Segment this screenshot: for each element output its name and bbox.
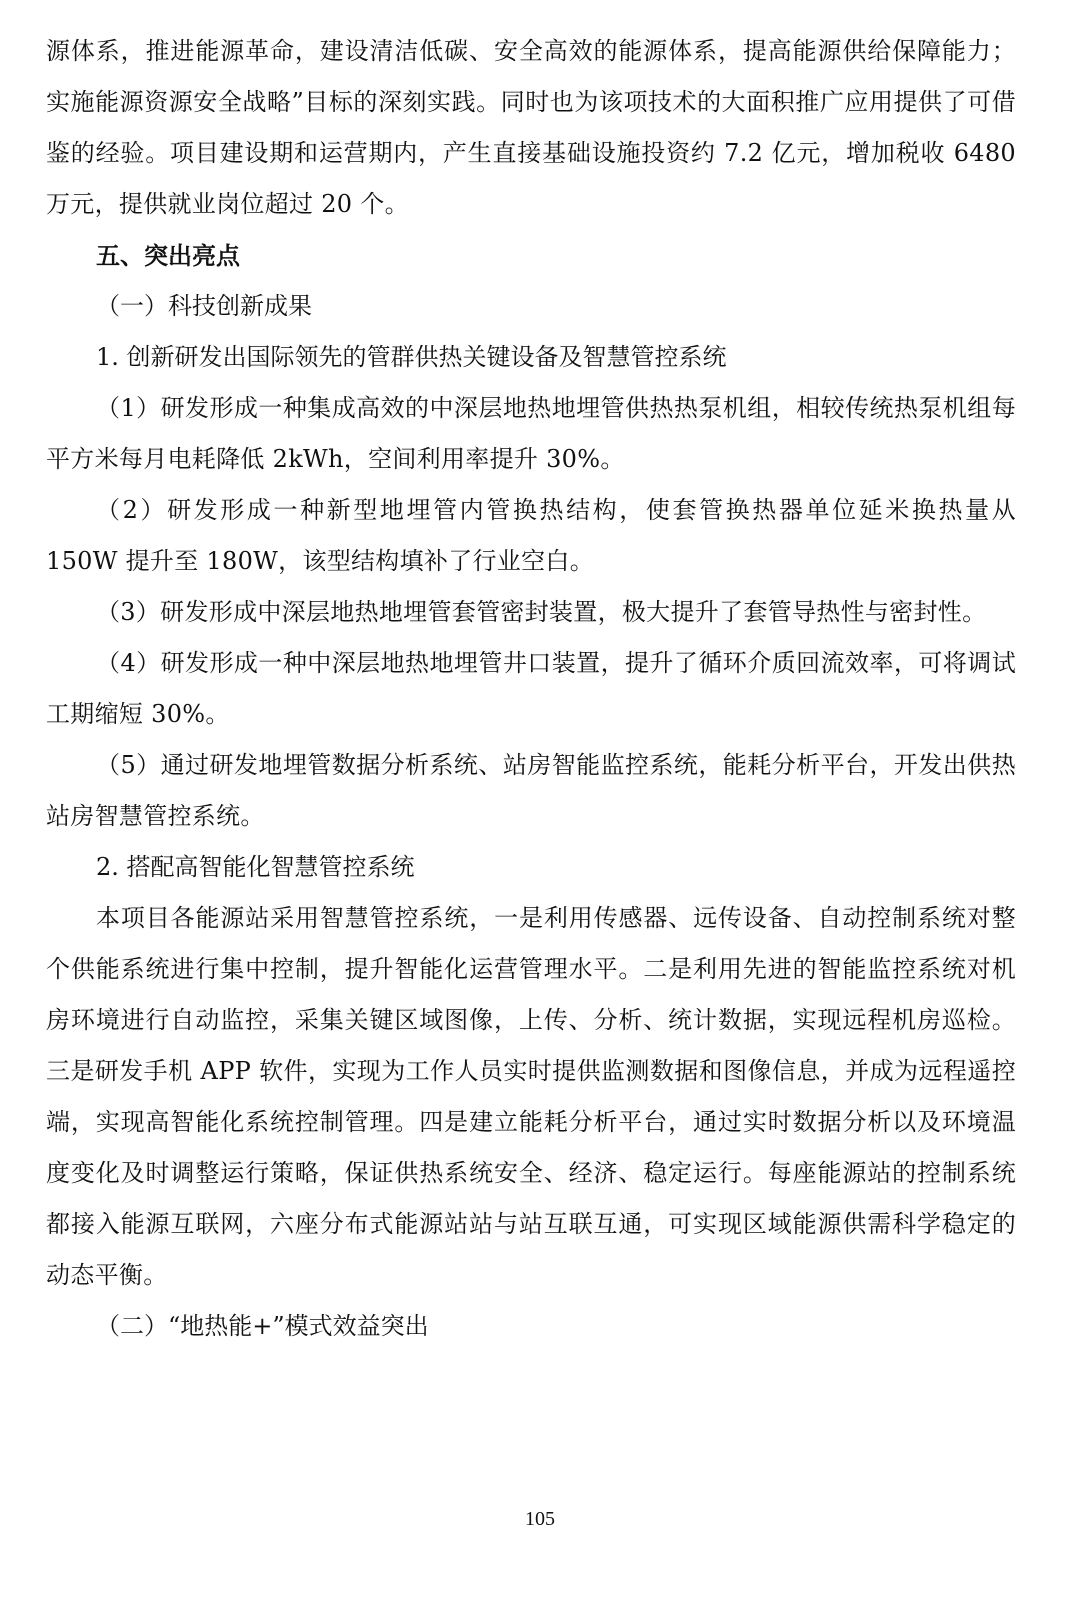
section-five-heading: 五、突出亮点 xyxy=(96,241,240,270)
subsection-2-heading: （二）“地热能+”模式效益突出 xyxy=(96,1312,429,1340)
item-2-body-paragraph: 本项目各能源站采用智慧管控系统，一是利用传感器、远传设备、自动控制系统对整个供能系统进行集中控制，提升智能化运营管理水平。二是利用先进的智能监控系统对机房环境进行自动监控，采集关键区域图像，上传、分析、统计数据，实现远程机房巡检。三是研发手机 APP 软件，实现为工作人员实时提供监测数据和图像信息，并成为远程遥控端，实现高智能化系统控制管理。四是建立能耗分析平台，通过实时数据分析以及环境温度变化及时调整运行策略，保证供热系统安全、经济、稳定运行。每座能源站的控制系统都接入能源互联网，六座分布式能源站站与站互联互通，可实现区域能源供需科学稳定的动态平衡。 xyxy=(46,904,1016,1289)
point-4-paragraph: （4）研发形成一种中深层地热地埋管井口装置，提升了循环介质回流效率，可将调试工期缩短 30%。 xyxy=(46,649,1016,728)
document-body xyxy=(46,26,1016,1352)
page-number: 105 xyxy=(525,1508,555,1530)
item-1-heading: 1. 创新研发出国际领先的管群供热关键设备及智慧管控系统 xyxy=(96,343,727,371)
intro-paragraph: 源体系，推进能源革命，建设清洁低碳、安全高效的能源体系，提高能源供给保障能力；实施能源资源安全战略”目标的深刻实践。同时也为该项技术的大面积推广应用提供了可借鉴的经验。项目建设期和运营期内，产生直接基础设施投资约 7.2 亿元，增加税收 6480 万元，提供就业岗位超过 20 个。 xyxy=(46,37,1016,218)
item-2-heading: 2. 搭配高智能化智慧管控系统 xyxy=(96,853,415,881)
point-1-paragraph: （1）研发形成一种集成高效的中深层地热地埋管供热热泵机组，相较传统热泵机组每平方米每月电耗降低 2kWh，空间利用率提升 30%。 xyxy=(46,394,1016,473)
point-5-paragraph: （5）通过研发地埋管数据分析系统、站房智能监控系统，能耗分析平台，开发出供热站房智慧管控系统。 xyxy=(46,751,1016,830)
subsection-1-heading: （一）科技创新成果 xyxy=(96,292,312,320)
point-2-paragraph: （2）研发形成一种新型地埋管内管换热结构，使套管换热器单位延米换热量从 150W 提升至 180W，该型结构填补了行业空白。 xyxy=(46,496,1016,575)
point-3-paragraph: （3）研发形成中深层地热地埋管套管密封装置，极大提升了套管导热性与密封性。 xyxy=(96,598,987,626)
